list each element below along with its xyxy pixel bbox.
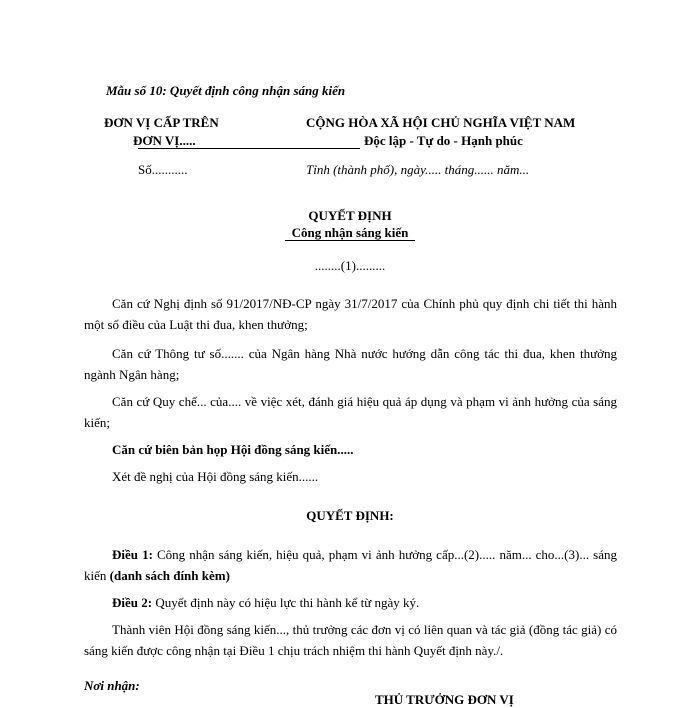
place-date: Tỉnh (thành phố), ngày..... tháng...... năm... (306, 162, 530, 177)
title-underline (285, 240, 415, 241)
preamble-clause: Căn cứ Quy chế... của.... về việc xét, đánh giá hiệu quả áp dụng và phạm vi ảnh hưởng của sáng kiến; (84, 394, 617, 430)
closing-clause: Thành viên Hội đồng sáng kiến..., thủ trưởng các đơn vị có liên quan và tác giả (đồng tác giả) có sáng kiến được công nhận tại Điều 1 chịu trách nhiệm thi hành Quyết định này./. (84, 622, 617, 658)
form-title: Mẫu số 10: Quyết định công nhận sáng kiến (106, 83, 346, 98)
document-subtitle: Công nhận sáng kiến (291, 225, 409, 240)
recipients-label: Nơi nhận: (84, 678, 140, 693)
document-title: QUYẾT ĐỊNH (308, 208, 392, 223)
preamble-clause: Căn cứ Thông tư số....... của Ngân hàng Nhà nước hướng dẫn công tác thi đua, khen thưởng ngành Ngân hàng; (84, 346, 617, 382)
republic-name: CỘNG HÒA XÃ HỘI CHỦ NGHĨA VIỆT NAM (306, 115, 576, 130)
parent-org: ĐƠN VỊ CẤP TRÊN (104, 115, 219, 130)
article-1-attachment: (danh sách đính kèm) (109, 568, 230, 583)
article-2 (84, 592, 617, 613)
article-1 (84, 544, 617, 586)
document-number: Số........... (138, 162, 188, 177)
issuing-authority: ........(1)......... (314, 258, 386, 273)
national-motto: Độc lập - Tự do - Hạnh phúc (364, 133, 523, 148)
preamble-clause: Căn cứ Nghị định số 91/2017/NĐ-CP ngày 31/7/2017 của Chính phủ quy định chi tiết thi hành một số điều của Luật thi đua, khen thưởng; (84, 296, 617, 332)
article-2-label: Điều 2: (112, 595, 153, 610)
preamble-clause: Căn cứ biên bản họp Hội đồng sáng kiến..... (112, 442, 354, 457)
header-divider (138, 148, 360, 149)
preamble-clause: Xét đề nghị của Hội đồng sáng kiến...... (112, 469, 319, 484)
signer-title: THỦ TRƯỞNG ĐƠN VỊ (375, 692, 514, 707)
org-unit: ĐƠN VỊ..... (133, 133, 196, 148)
article-2-text: Quyết định này có hiệu lực thi hành kể từ ngày ký. (152, 595, 420, 610)
article-1-text: Công nhận sáng kiến, hiệu quả, phạm vi ảnh hưởng cấp...(2)..... năm... cho...(3)... sáng kiến (84, 547, 617, 583)
article-1-label: Điều 1: (112, 547, 153, 562)
decision-heading: QUYẾT ĐỊNH: (306, 508, 394, 523)
